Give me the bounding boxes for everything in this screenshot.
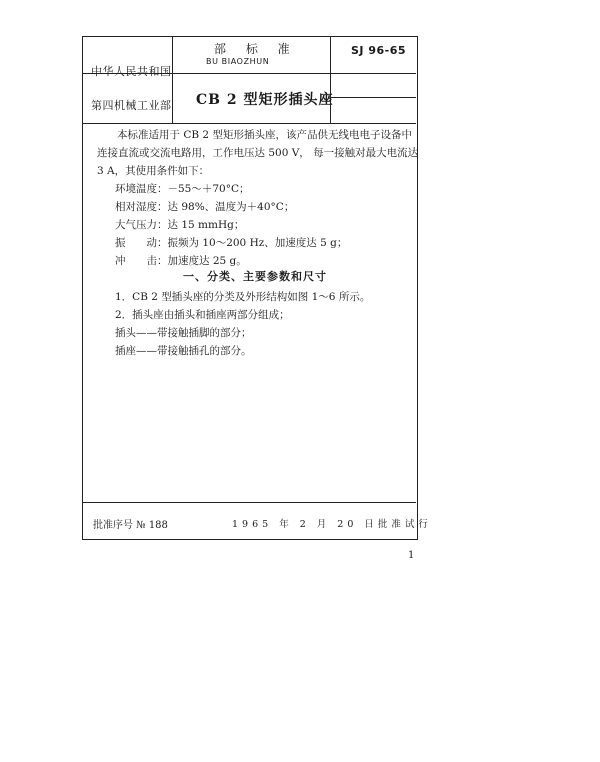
intro-line-1: 本标准适用于 CB 2 型矩形插头座，该产品供无线电电子设备中 <box>117 129 412 141</box>
condition-vibration: 振 动：振频为 10～200 Hz、加速度达 5 g； <box>115 237 348 249</box>
approval-date: 1965 年 2 月 20 日批准试行 <box>232 519 432 530</box>
org-name-top: 中华人民共和国 <box>91 65 172 78</box>
header-column-divider-right <box>330 37 331 123</box>
intro-line-3: 3 A，其使用条件如下： <box>97 165 210 177</box>
list-item-plug: 插头——带接触插脚的部分； <box>115 327 252 339</box>
condition-pressure: 大气压力：达 15 mmHg； <box>115 219 245 231</box>
standard-type-cn: 部 标 准 <box>214 42 298 56</box>
section-title: 一、分类、主要参数和尺寸 <box>183 270 327 283</box>
approval-number: 批准序号 № 188 <box>93 520 168 531</box>
standard-code: SJ 96-65 <box>351 44 407 57</box>
org-name-bottom: 第四机械工业部 <box>91 99 172 112</box>
document-title: CB 2 型矩形插头座 <box>196 92 334 108</box>
list-item-1: 1．CB 2 型插头座的分类及外形结构如图 1～6 所示。 <box>115 291 371 303</box>
list-item-2: 2．插头座由插头和插座两部分组成； <box>115 309 290 321</box>
header-column-divider-left <box>172 37 173 123</box>
condition-temperature: 环境温度：－55～＋70°C； <box>115 183 250 195</box>
condition-humidity: 相对湿度：达 98%、温度为＋40°C； <box>115 201 295 213</box>
page-number: 1 <box>408 550 415 561</box>
condition-shock: 冲 击：加速度达 25 g。 <box>115 255 247 267</box>
footer-divider <box>83 502 416 503</box>
header-divider-bottom <box>83 123 416 124</box>
intro-line-2: 连接直流或交流电路用，工作电压达 500 V， 每一接触对最大电流达 <box>97 147 419 159</box>
list-item-socket: 插座——带接触插孔的部分。 <box>115 345 252 357</box>
code-cell-divider <box>330 97 416 98</box>
standard-type-en: BU BIAOZHUN <box>206 57 270 66</box>
